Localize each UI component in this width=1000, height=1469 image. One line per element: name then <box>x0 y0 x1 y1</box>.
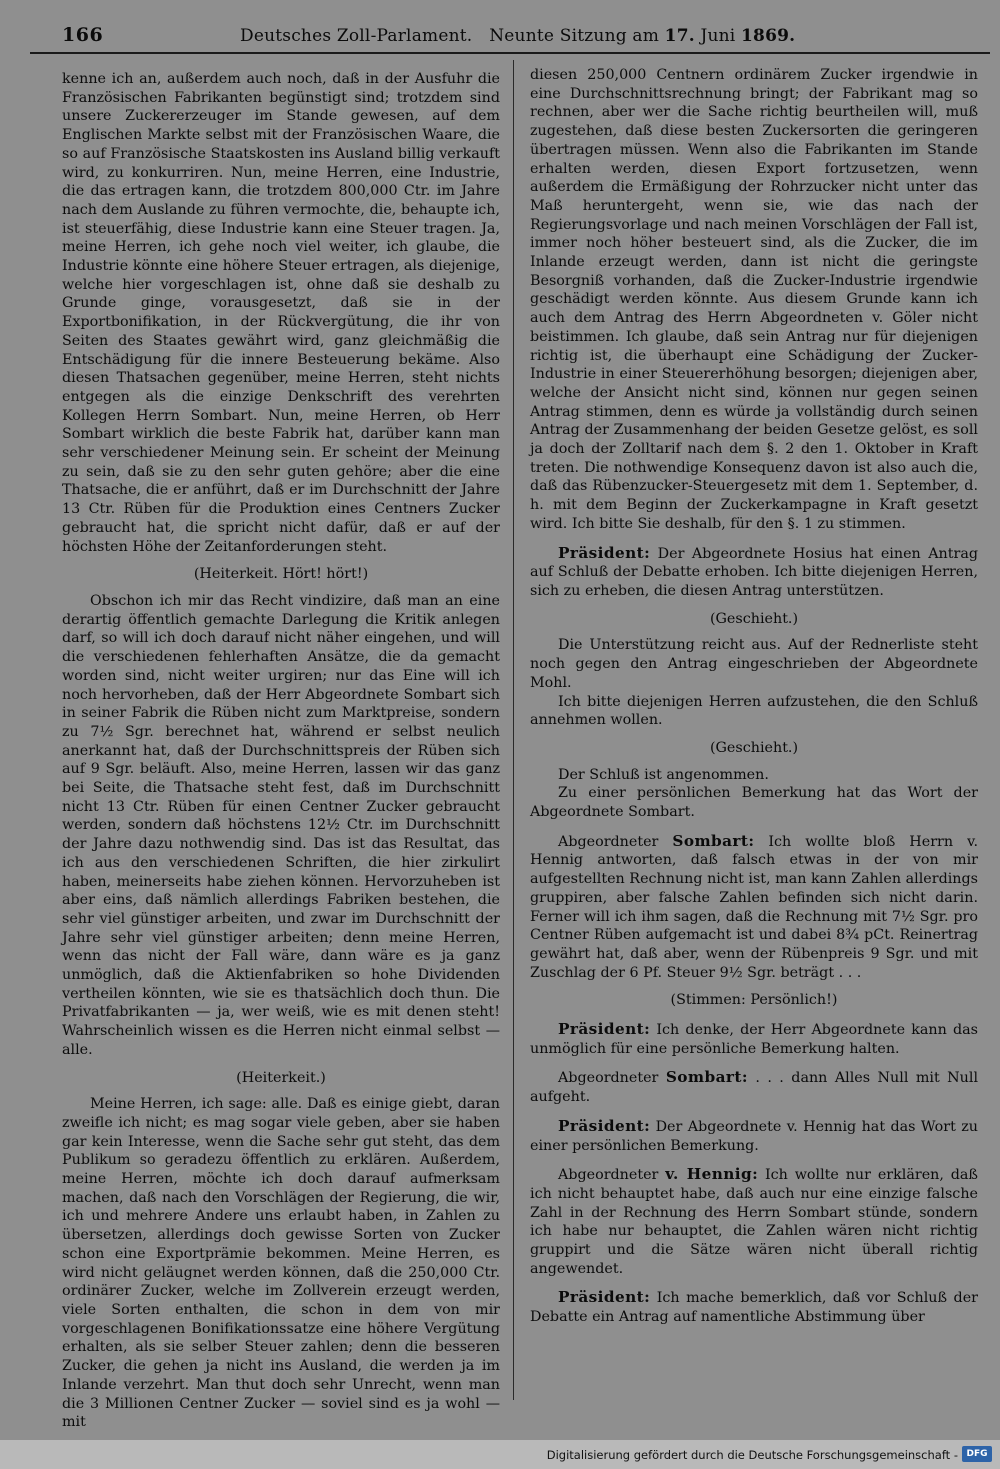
header-year: 1869. <box>741 26 796 46</box>
stage-direction: (Stimmen: Persönlich!) <box>670 992 838 1009</box>
page-number: 166 <box>62 24 104 46</box>
body-paragraph: kenne ich an, außerdem auch noch, daß in der Ausfuhr die Französischen Fabrikanten begünstigt sind; trotzdem sind unsere Zuckererzeuger im Stande gewesen, auf dem Englischen Markte selbst mit der Französischen Waare, die so auf Französische Staatskosten ins Ausland billig verkauft wird, zu konkurriren. Nun, meine Herren, eine Industrie, die das ertragen kann, die trotzdem 800,000 Ctr. im Jahre nach dem Auslande zu führen vermochte, die, behaupte ich, ist steuerfähig, diese Industrie kann eine Steuer tragen. Ja, meine Herren, ich gehe noch viel weiter, ich glaube, die Industrie könnte eine höhere Steuer ertragen, als diejenige, welche hier vorgeschlagen ist, ohne daß sie deshalb zu Grunde ginge, vorausgesetzt, daß sie in der Exportbonifikation, in der Rückvergütung, die ihr von Seiten des Staates gewährt wird, ganz gleichmäßig die Entschädigung für die innere Besteuerung bekäme. Also diesen Thatsachen gegenüber, meine Herren, steht nichts entgegen als die einzige Denkschrift des verehrten Kollegen Herrn Sombart. Nun, meine Herren, ob Herr Sombart wirklich die beste Fabrik hat, darüber kann man sehr verschiedener Meinung sein. Er scheint der Meinung zu sein, daß sie zu den sehr guten gehöre; aber die eine Thatsache, die er anführt, daß er im Durchschnitt der Jahre 13 Ctr. Rüben für die Produktion eines Centners Zucker gebraucht hat, die spricht nicht dafür, daß er auf der höchsten Höhe der Zeitanforderungen steht. <box>62 71 500 555</box>
digitization-footer <box>0 1440 1000 1469</box>
speech-text: Ich denke, der Herr Abgeordnete kann das unmöglich für eine persönliche Bemerkung halten. <box>530 1022 978 1057</box>
speech-text: Der Abgeordnete Hosius hat einen Antrag auf Schluß der Debatte erhoben. Ich bitte diejenigen Herren, sich zu erheben, die diesen Antrag unterstützen. <box>530 545 978 599</box>
speech-text: Ich wollte nur erklären, daß ich nicht behauptet habe, daß auch nur eine einzige falsche Zahl in der Rechnung des Herrn Sombart stünde, sondern ich habe nur behauptet, die Zahlen wären nicht richtig gruppirt und die Sätze wären nicht überall richtig angewendet. <box>530 1167 978 1277</box>
speech-paragraph <box>530 832 978 983</box>
speech-text: Ich wollte bloß Herrn v. Hennig antworten, daß falsch etwas in der von mir aufgestellten Rechnung nicht ist, man kann Zahlen allerdings gruppiren, aber falsche Zahlen befinden sich nicht darin. Ferner will ich ihm sagen, daß die Rechnung mit 7½ Sgr. pro Centner Rüben aufgemacht ist und dabei 8¾ pCt. Reinertrag gewährt hat, daß aber, wenn der Rübenpreis 9 Sgr. und mit Zuschlag der 6 Pf. Steuer 9½ Sgr. beträgt . . . <box>530 833 978 981</box>
body-paragraph: Die Unterstützung reicht aus. Auf der Rednerliste steht noch gegen den Antrag eingeschrieben der Abgeordnete Mohl. <box>530 637 978 691</box>
header-month: Juni <box>700 26 736 46</box>
body-paragraph: Der Schluß ist angenommen. <box>558 766 769 783</box>
speaker-name: Sombart: <box>665 1068 748 1087</box>
column-divider <box>513 60 514 1400</box>
body-paragraph: Zu einer persönlichen Bemerkung hat das Wort der Abgeordnete Sombart. <box>530 785 978 821</box>
speaker-name: v. Hennig: <box>665 1165 759 1184</box>
dfg-logo-icon: DFG <box>962 1446 992 1462</box>
stage-direction: (Geschieht.) <box>709 739 799 756</box>
speech-paragraph <box>530 1288 978 1326</box>
stage-direction: (Geschieht.) <box>709 610 799 627</box>
left-column <box>62 70 500 1432</box>
header-session: Neunte Sitzung am <box>489 26 660 46</box>
speech-paragraph <box>530 1068 978 1106</box>
speaker-name: Präsident: <box>558 543 651 562</box>
body-paragraph: diesen 250,000 Centnern ordinärem Zucker irgendwie in eine Durchschnittsrechnung bringt; der Fabrikant mag so rechnen, aber wer die Sache richtig beurtheilen will, muß zugestehen, daß diese besten Zuckersorten die geringeren übertragen müssen. Wenn also die Fabrikanten im Stande erhalten werden, diesen Export fortzusetzen, wenn außerdem die Ermäßigung der Rohrzucker nicht unter das Maß heruntergeht, wenn sie, wie das nach der Regierungsvorlage und nach meinen Vorschlägen der Fall ist, immer noch höher besteuert sind, als die Zucker, die im Inlande erzeugt werden, dann ist nicht die geringste Besorgniß vorhanden, daß die Zucker-Industrie irgendwie geschädigt werden könnte. Aus diesem Grunde kann ich auch dem Antrag des Herrn Abgeordneten v. Göler nicht beistimmen. Ich glaube, daß sein Antrag nur für diejenigen richtig ist, die überhaupt eine Schädigung der Zucker-Industrie in einer Steuererhöhung besorgen; diejenigen aber, welche der Ansicht nicht sind, können nur gegen seinen Antrag stimmen, denn es würde ja vollständig durch seinen Antrag der Zusammenhang der beiden Gesetze gelöst, es soll ja doch der Zolltarif nach dem §. 2 den 1. Oktober in Kraft treten. Die nothwendige Konsequenz davon ist also auch die, daß das Rübenzucker-Steuergesetz mit dem 1. September, d. h. mit dem Beginn der Zuckerkampagne in Kraft gesetzt wird. Ich bitte Sie deshalb, für den §. 1 zu stimmen. <box>530 67 978 532</box>
body-paragraph: Obschon ich mir das Recht vindizire, daß man an eine derartig öffentlich gemachte Darlegung die Kritik anlegen darf, so will ich doch darauf nicht näher eingehen, und will die verschiedenen fehlerhaften Ansätze, die da gemacht worden sind, nicht weiter urgiren; nur das Eine will ich noch hervorheben, daß der Herr Abgeordnete Sombart sich in seiner Fabrik die Rüben nicht zum Marktpreise, sondern zu 7½ Sgr. berechnet hat, während er selbst neulich anerkannt hat, daß der Durchschnittspreis der Rüben sich auf 9 Sgr. beläuft. Also, meine Herren, lassen wir das ganz bei Seite, die Thatsache steht fest, daß im Durchschnitt nicht 13 Ctr. Rüben für einen Centner Zucker gebraucht werden, sondern daß höchstens 12½ Ctr. im Durchschnitt der Jahre dazu nothwendig sind. Das ist das Resultat, das ich aus den verschiedenen Schriften, die hier zirkulirt haben, meinerseits habe ziehen können. Hervorzuheben ist aber eins, daß nämlich allerdings Fabriken bestehen, die sehr viel günstiger arbeiten, und zwar im Durchschnitt der Jahre sehr viel günstiger arbeiten; denn meine Herren, wenn das nicht der Fall wäre, dann wäre es ja ganz unmöglich, daß die Aktienfabriken so hohe Dividenden vertheilen könnten, wie sie es thatsächlich doch thun. Die Privatfabrikanten — ja, wer weiß, wie es mit denen steht! Wahrscheinlich wissen es die Herren nicht einmal selbst — alle. <box>62 592 500 1058</box>
right-column <box>530 66 978 1327</box>
header-day: 17. <box>664 26 695 46</box>
speech-paragraph <box>530 544 978 601</box>
stage-direction: (Heiterkeit.) <box>236 1069 326 1086</box>
speech-text: Der Abgeordnete v. Hennig hat das Wort zu einer persönlichen Bemerkung. <box>530 1118 978 1154</box>
header-title-prefix: Deutsches Zoll-Parlament. <box>240 26 473 46</box>
header-rule <box>30 52 990 54</box>
speaker-name: Sombart: <box>672 831 755 850</box>
speech-paragraph <box>530 1117 978 1155</box>
speech-text: . . . dann Alles Null mit Null aufgeht. <box>530 1070 979 1106</box>
stage-direction: (Heiterkeit. Hört! hört!) <box>193 566 369 583</box>
speech-paragraph <box>530 1165 978 1278</box>
body-paragraph: Meine Herren, ich sage: alle. Daß es einige giebt, daran zweifle ich nicht; es mag sogar viele geben, aber sie haben gar kein Interesse, wenn die Sache sehr gut steht, das dem Publikum so geradezu öffentlich zu erklären. Außerdem, meine Herren, möchte ich doch darauf aufmerksam machen, daß nach den Vorschlägen der Regierung, die wir, ich und mehrere Andere uns erlaubt haben, in Zahlen zu übersetzen, allerdings doch gewisse Sorten von Zucker schon eine Exportprämie bekommen. Meine Herren, es wird nicht geläugnet werden können, daß die 250,000 Ctr. ordinärer Zucker, welche im Zollverein erzeugt werden, viele Sorten enthalten, die schon in dem von mir vorgeschlagenen Bonifikationssatze eine höhere Vergütung erhalten, als sie selber Steuer zahlen; denn die besseren Zucker, die gehen ja nicht ins Ausland, die werden ja im Inlande verzehrt. Man thut doch sehr Unrecht, wenn man die 3 Millionen Centner Zucker — soviel sind es ja wohl — mit <box>62 1096 500 1431</box>
speaker-prefix: Abgeordneter <box>558 1167 659 1184</box>
running-header <box>240 26 985 46</box>
speaker-prefix: Abgeordneter <box>558 833 659 850</box>
speaker-prefix: Abgeordneter <box>558 1070 659 1087</box>
speaker-name: Präsident: <box>558 1116 651 1135</box>
speech-paragraph <box>530 1020 978 1058</box>
body-paragraph: Ich bitte diejenigen Herren aufzustehen, die den Schluß annehmen wollen. <box>530 693 978 729</box>
speech-text: Ich mache bemerklich, daß vor Schluß der Debatte ein Antrag auf namentliche Abstimmung über <box>530 1290 979 1326</box>
footer-credit: Digitalisierung gefördert durch die Deutsche Forschungsgemeinschaft - <box>546 1448 958 1462</box>
speaker-name: Präsident: <box>558 1288 651 1307</box>
speaker-name: Präsident: <box>558 1020 651 1039</box>
